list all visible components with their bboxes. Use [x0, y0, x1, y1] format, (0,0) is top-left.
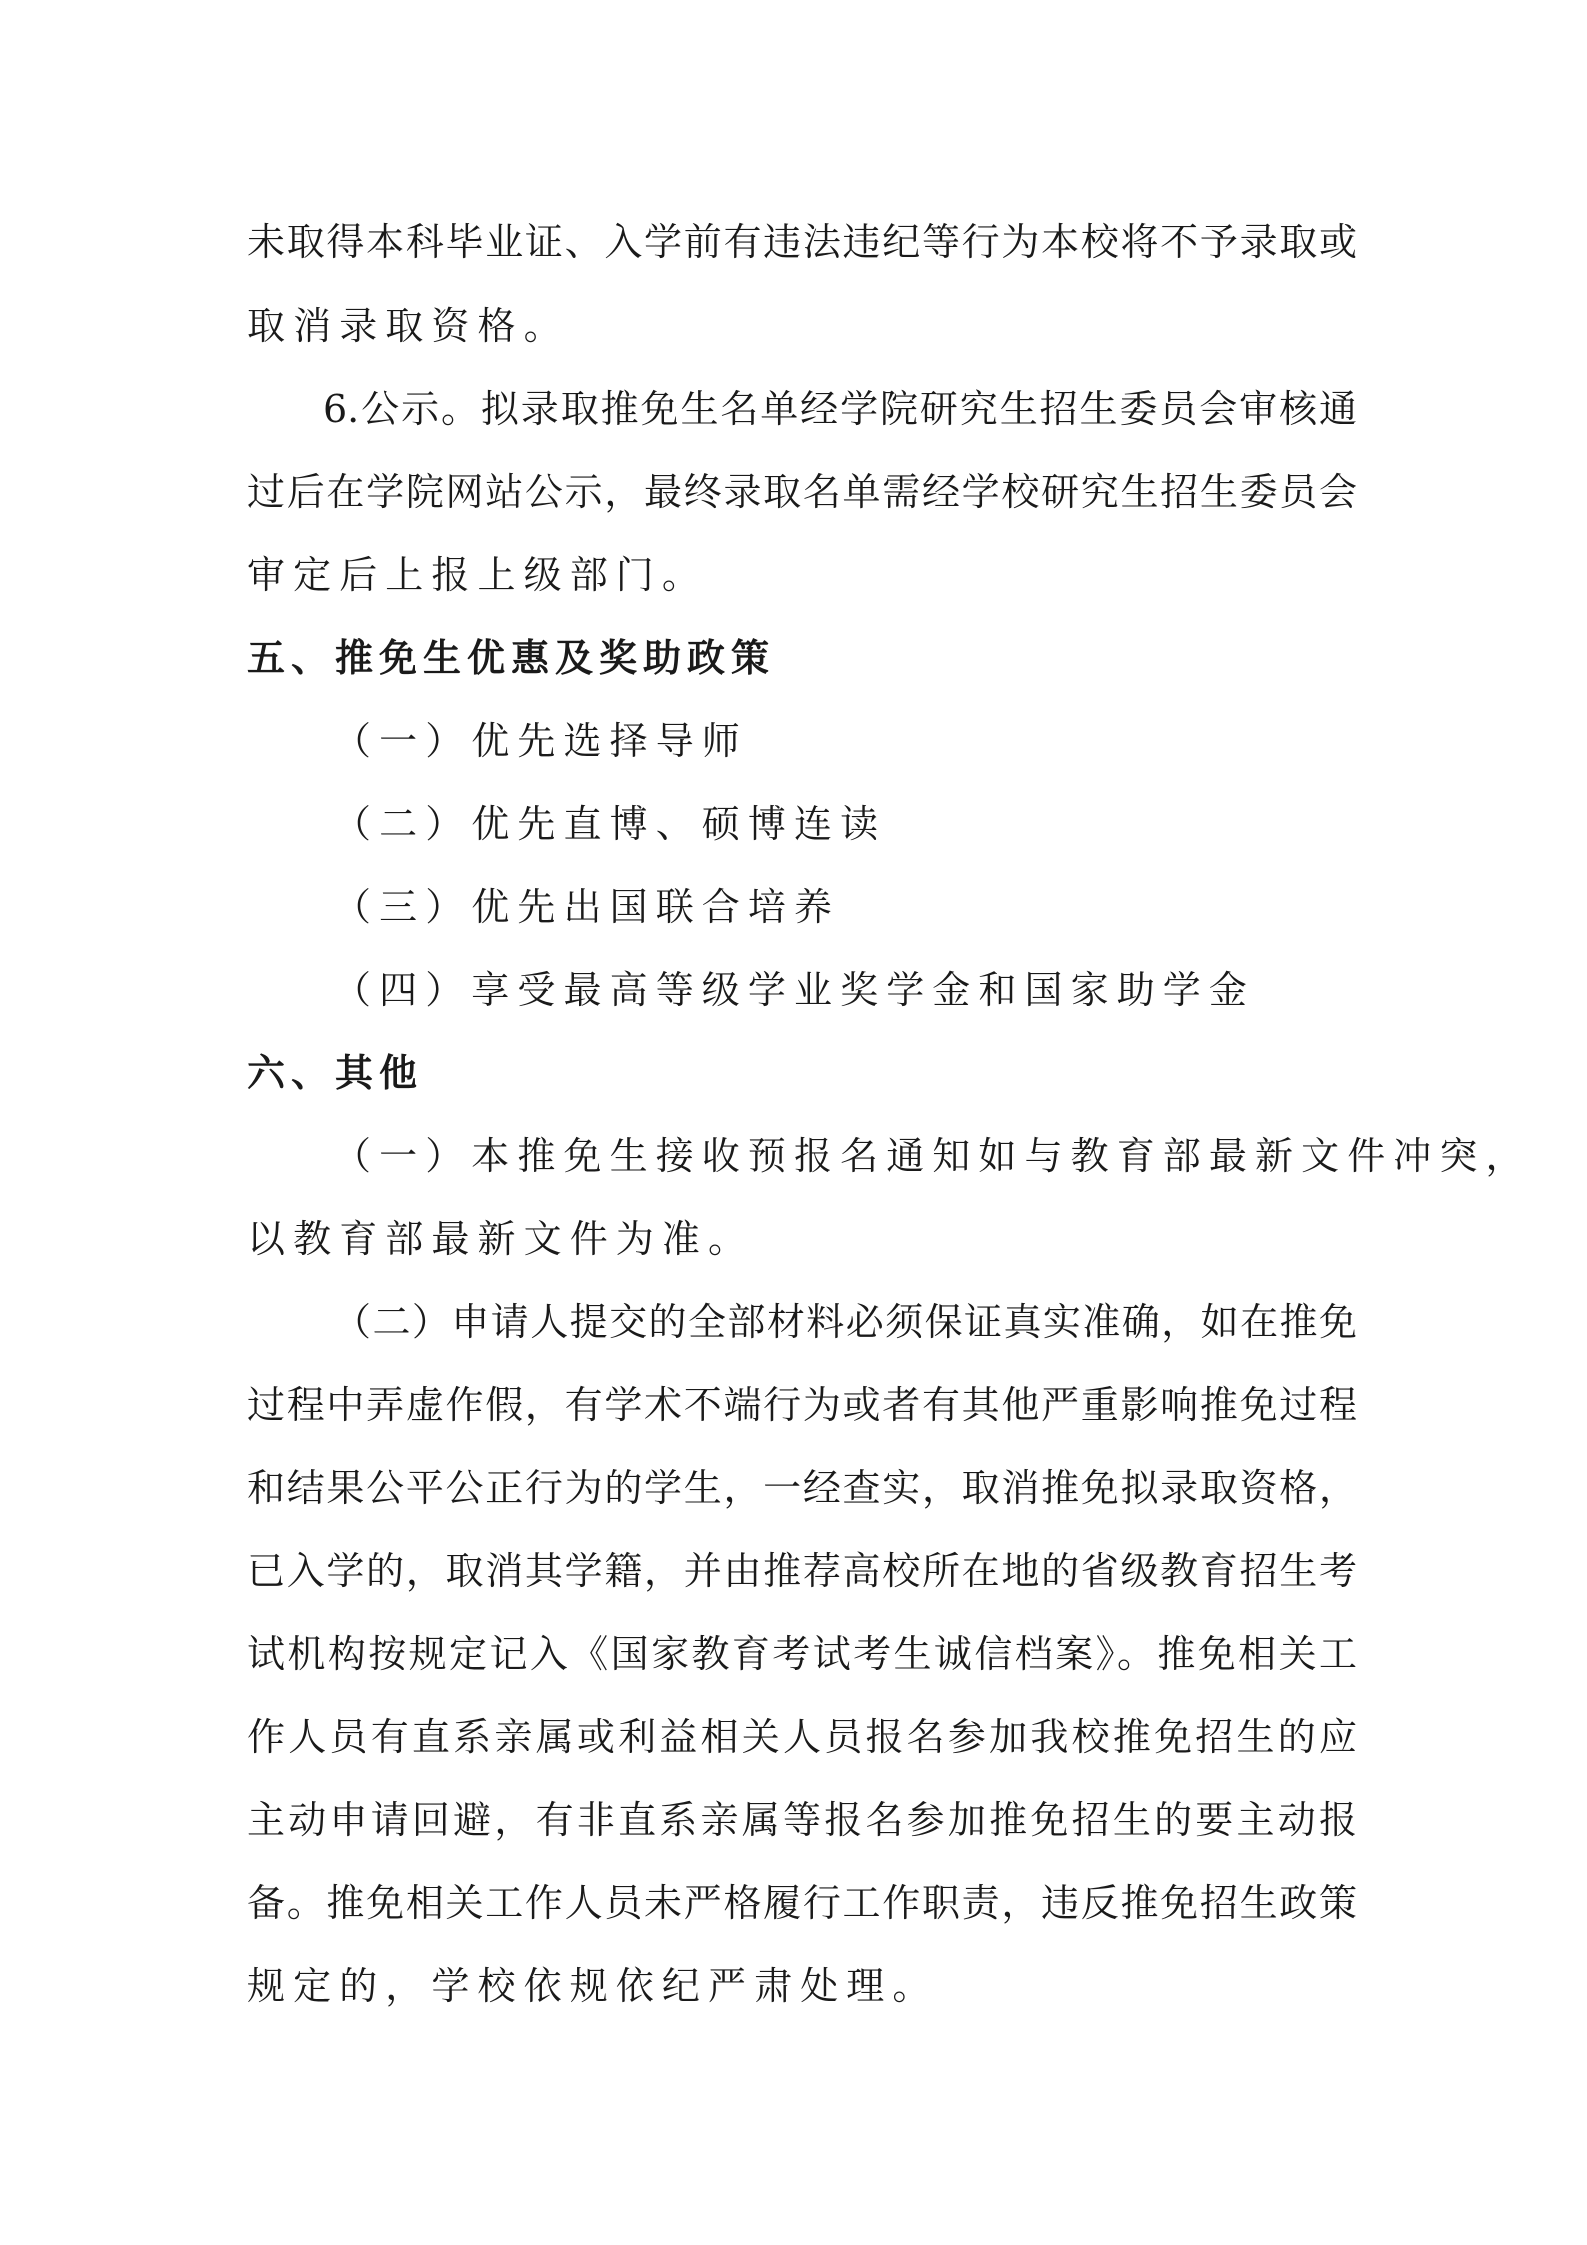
paragraph-line: 备。推免相关工作人员未严格履行工作职责，违反推免招生政策 [247, 1881, 1357, 1925]
paragraph-line: 以教育部最新文件为准。 [247, 1217, 755, 1261]
section-heading: 五、推免生优惠及奖助政策 [247, 636, 776, 680]
paragraph-line: （二）申请人提交的全部材料必须保证真实准确，如在推免 [333, 1300, 1357, 1344]
paragraph-line: 过后在学院网站公示，最终录取名单需经学校研究生招生委员会 [247, 470, 1357, 514]
paragraph-line: （一）本推免生接收预报名通知如与教育部最新文件冲突， [333, 1134, 1532, 1178]
paragraph-line: 取消录取资格。 [247, 304, 570, 348]
list-item: （四）享受最高等级学业奖学金和国家助学金 [333, 968, 1256, 1012]
list-item: （一）优先选择导师 [333, 719, 748, 763]
paragraph-line: 主动申请回避，有非直系亲属等报名参加推免招生的要主动报 [247, 1798, 1357, 1842]
paragraph-line: 试机构按规定记入《国家教育考试考生诚信档案》。推免相关工 [247, 1632, 1357, 1676]
paragraph-line: 过程中弄虚作假，有学术不端行为或者有其他严重影响推免过程 [247, 1383, 1357, 1427]
paragraph-line: 规定的，学校依规依纪严肃处理。 [247, 1964, 939, 2008]
paragraph-line: 已入学的，取消其学籍，并由推荐高校所在地的省级教育招生考 [247, 1549, 1357, 1593]
list-item: （三）优先出国联合培养 [333, 885, 841, 929]
paragraph-line: 未取得本科毕业证、入学前有违法违纪等行为本校将不予录取或 [247, 220, 1357, 264]
paragraph-line: 作人员有直系亲属或利益相关人员报名参加我校推免招生的应 [247, 1715, 1357, 1759]
list-item: （二）优先直博、硕博连读 [333, 802, 887, 846]
paragraph-line: 和结果公平公正行为的学生，一经查实，取消推免拟录取资格， [247, 1466, 1357, 1510]
paragraph-line: 6.公示。拟录取推免生名单经学院研究生招生委员会审核通 [323, 387, 1357, 431]
section-heading: 六、其他 [247, 1051, 424, 1095]
paragraph-line: 审定后上报上级部门。 [247, 553, 709, 597]
